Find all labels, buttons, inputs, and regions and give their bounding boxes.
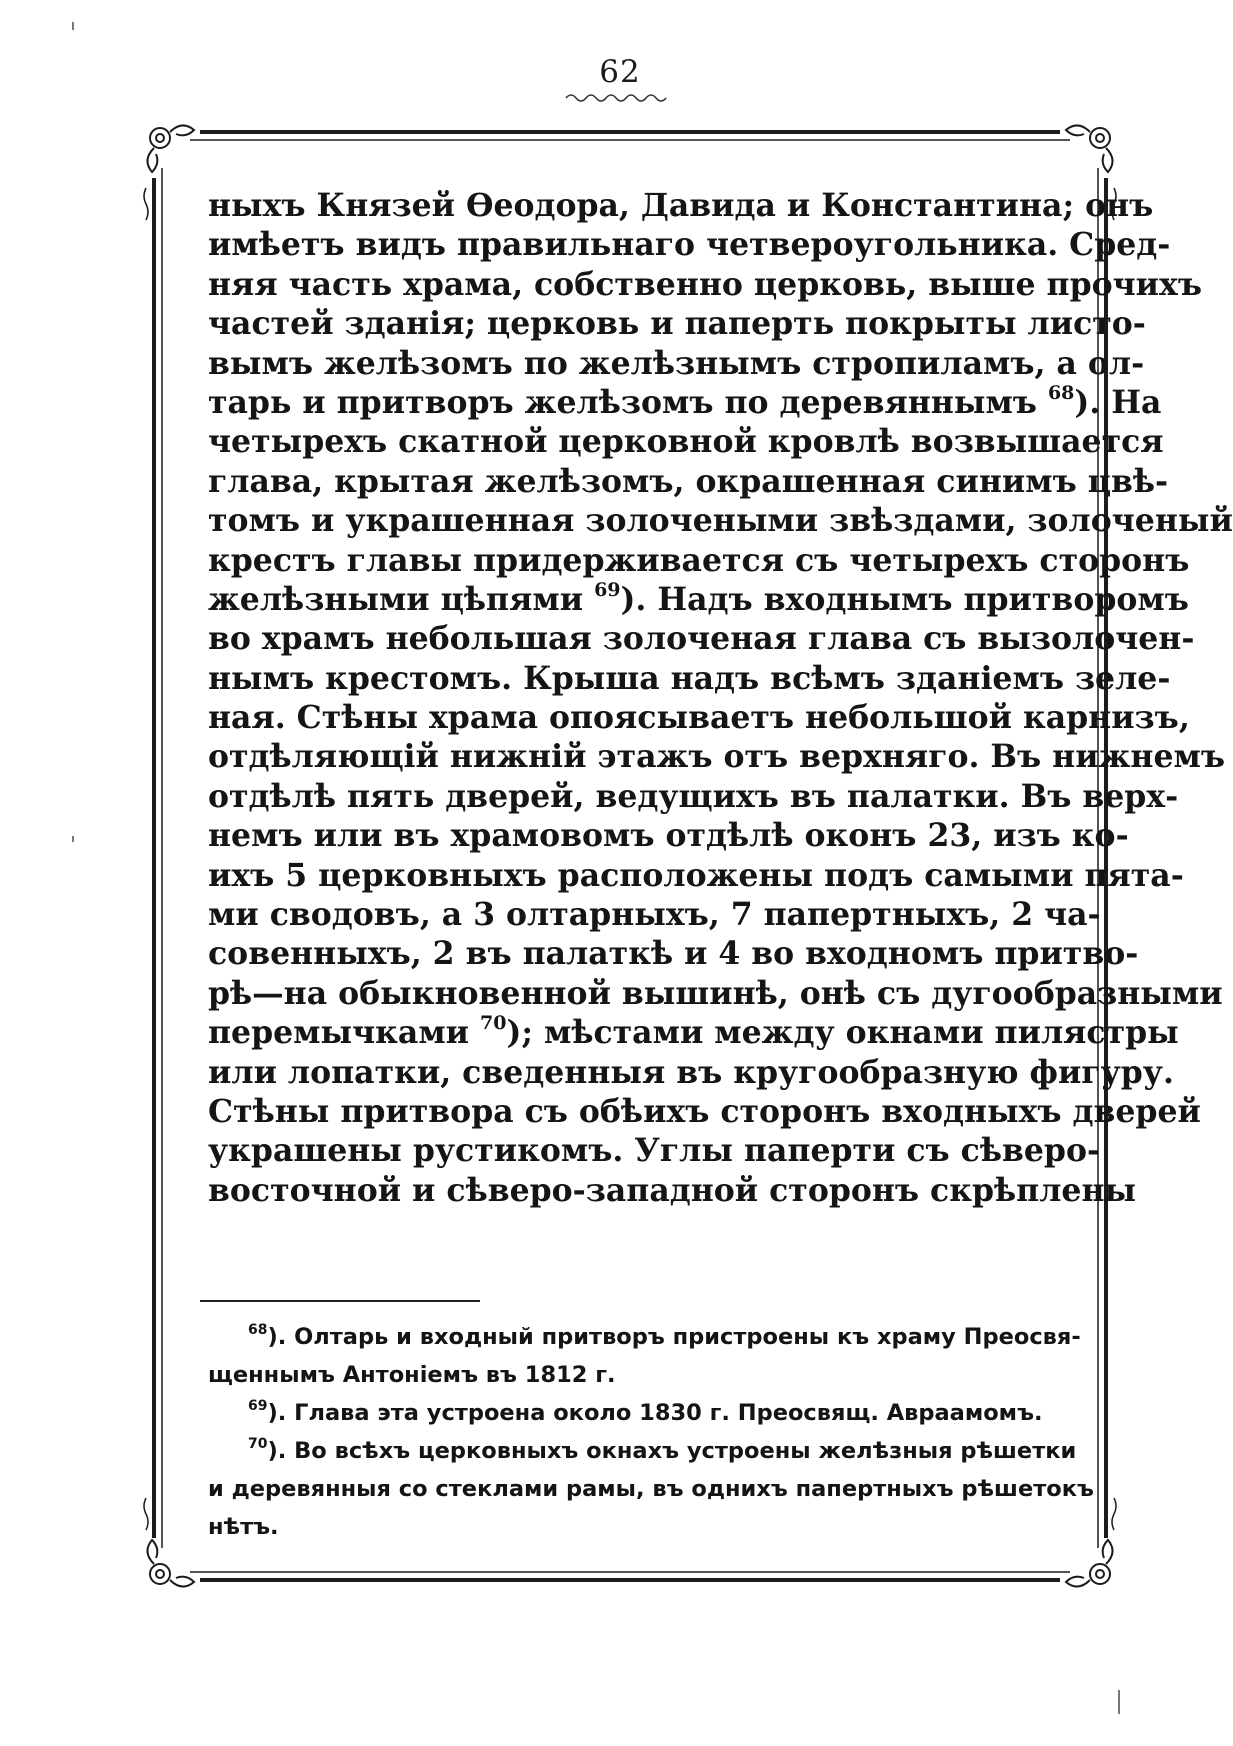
footnote-mark-70: 70: [248, 1436, 268, 1452]
text-segment: тарь и притворъ желѣзомъ по деревяннымъ: [208, 383, 1037, 421]
text-line: украшены рустикомъ. Углы паперти съ сѣверо-: [208, 1132, 1101, 1170]
text-line: четырехъ скатной церковной кровлѣ возвышается: [208, 423, 1164, 461]
text-line: ная. Стѣны храма опоясываетъ небольшой карнизъ,: [208, 699, 1190, 737]
text-line: отдѣлѣ пять дверей, ведущихъ въ палатки. Въ верх-: [208, 777, 1179, 815]
text-line-with-ref-68: [208, 381, 1162, 422]
footnote-ref-70: 70: [480, 1012, 507, 1035]
text-line: нымъ крестомъ. Крыша надъ всѣмъ зданіемъ зеле-: [208, 659, 1171, 697]
text-segment: ). На: [1074, 383, 1162, 421]
paper-speck: [72, 22, 74, 30]
text-line: во храмъ небольшая золоченая глава съ вызолочен-: [208, 620, 1195, 658]
page-number: 62: [599, 54, 641, 90]
page-number-wave-ornament: [566, 92, 666, 104]
footnote-mark-68: 68: [248, 1322, 268, 1338]
text-line-with-ref-70: [208, 1012, 1179, 1052]
text-line: вымъ желѣзомъ по желѣзнымъ стропиламъ, а ол-: [208, 344, 1145, 382]
text-segment: ); мѣстами между окнами пилястры: [506, 1014, 1179, 1052]
footnote-separator: [200, 1300, 480, 1302]
main-text-block: [208, 186, 1233, 1210]
footnote-ref-69: 69: [594, 578, 621, 601]
text-line: няя часть храма, собственно церковь, выше прочихъ: [208, 265, 1202, 303]
footnote-mark-69: 69: [248, 1398, 268, 1414]
footnote-70-line: нѣтъ.: [208, 1514, 279, 1540]
footnote-70-line: и деревянныя со стеклами рамы, въ однихъ папертныхъ рѣшетокъ: [208, 1476, 1094, 1502]
footnote-text: ). Во всѣхъ церковныхъ окнахъ устроены желѣзныя рѣшетки: [267, 1438, 1077, 1464]
text-segment: перемычками: [208, 1014, 470, 1052]
text-line: частей зданія; церковь и паперть покрыты листо-: [208, 305, 1146, 343]
footnote-69-line: [208, 1394, 1043, 1432]
text-line: немъ или въ храмовомъ отдѣлѣ оконъ 23, изъ ко-: [208, 817, 1129, 855]
text-line: глава, крытая желѣзомъ, окрашенная синимъ цвѣ-: [208, 462, 1169, 500]
footnote-70-line: [208, 1432, 1077, 1470]
text-line: Стѣны притвора съ обѣихъ сторонъ входныхъ дверей: [208, 1092, 1201, 1130]
text-line: томъ и украшенная золочеными звѣздами, золоченый: [208, 502, 1233, 540]
text-line: имѣетъ видъ правильнаго четвероугольника. Сред-: [208, 226, 1171, 264]
footnote-text: ). Олтарь и входный притворъ пристроены къ храму Преосвя-: [267, 1324, 1081, 1350]
paper-speck: [1118, 1690, 1120, 1714]
paper-speck: [72, 836, 74, 842]
text-line: ихъ 5 церковныхъ расположены подъ самыми пята-: [208, 856, 1184, 894]
text-line: или лопатки, сведенныя въ кругообразную фигуру.: [208, 1053, 1174, 1091]
text-segment: желѣзными цѣпями: [208, 580, 584, 618]
text-line: ныхъ Князей Ѳеодора, Давида и Константина; онъ: [208, 187, 1154, 224]
footnotes-block: [208, 1318, 1094, 1546]
text-line: восточной и сѣверо-западной сторонъ скрѣплены: [208, 1171, 1137, 1209]
text-line-with-ref-69: [208, 578, 1189, 619]
text-line: рѣ—на обыкновенной вышинѣ, онѣ съ дугообразными: [208, 974, 1223, 1012]
text-segment: ). Надъ входнымъ притворомъ: [620, 580, 1189, 618]
footnote-text: ). Глава эта устроена около 1830 г. Преосвящ. Авраамомъ.: [267, 1400, 1043, 1426]
footnote-68-line: щеннымъ Антоніемъ въ 1812 г.: [208, 1362, 616, 1388]
text-line: ми сводовъ, а 3 олтарныхъ, 7 папертныхъ, 2 ча-: [208, 896, 1101, 934]
text-line: совенныхъ, 2 въ палаткѣ и 4 во входномъ притво-: [208, 935, 1139, 973]
text-line: отдѣляющій нижній этажъ отъ верхняго. Въ нижнемъ: [208, 738, 1226, 776]
text-line: крестъ главы придерживается съ четырехъ сторонъ: [208, 541, 1190, 579]
footnote-68-line: [208, 1318, 1081, 1356]
footnote-ref-68: 68: [1047, 381, 1075, 404]
